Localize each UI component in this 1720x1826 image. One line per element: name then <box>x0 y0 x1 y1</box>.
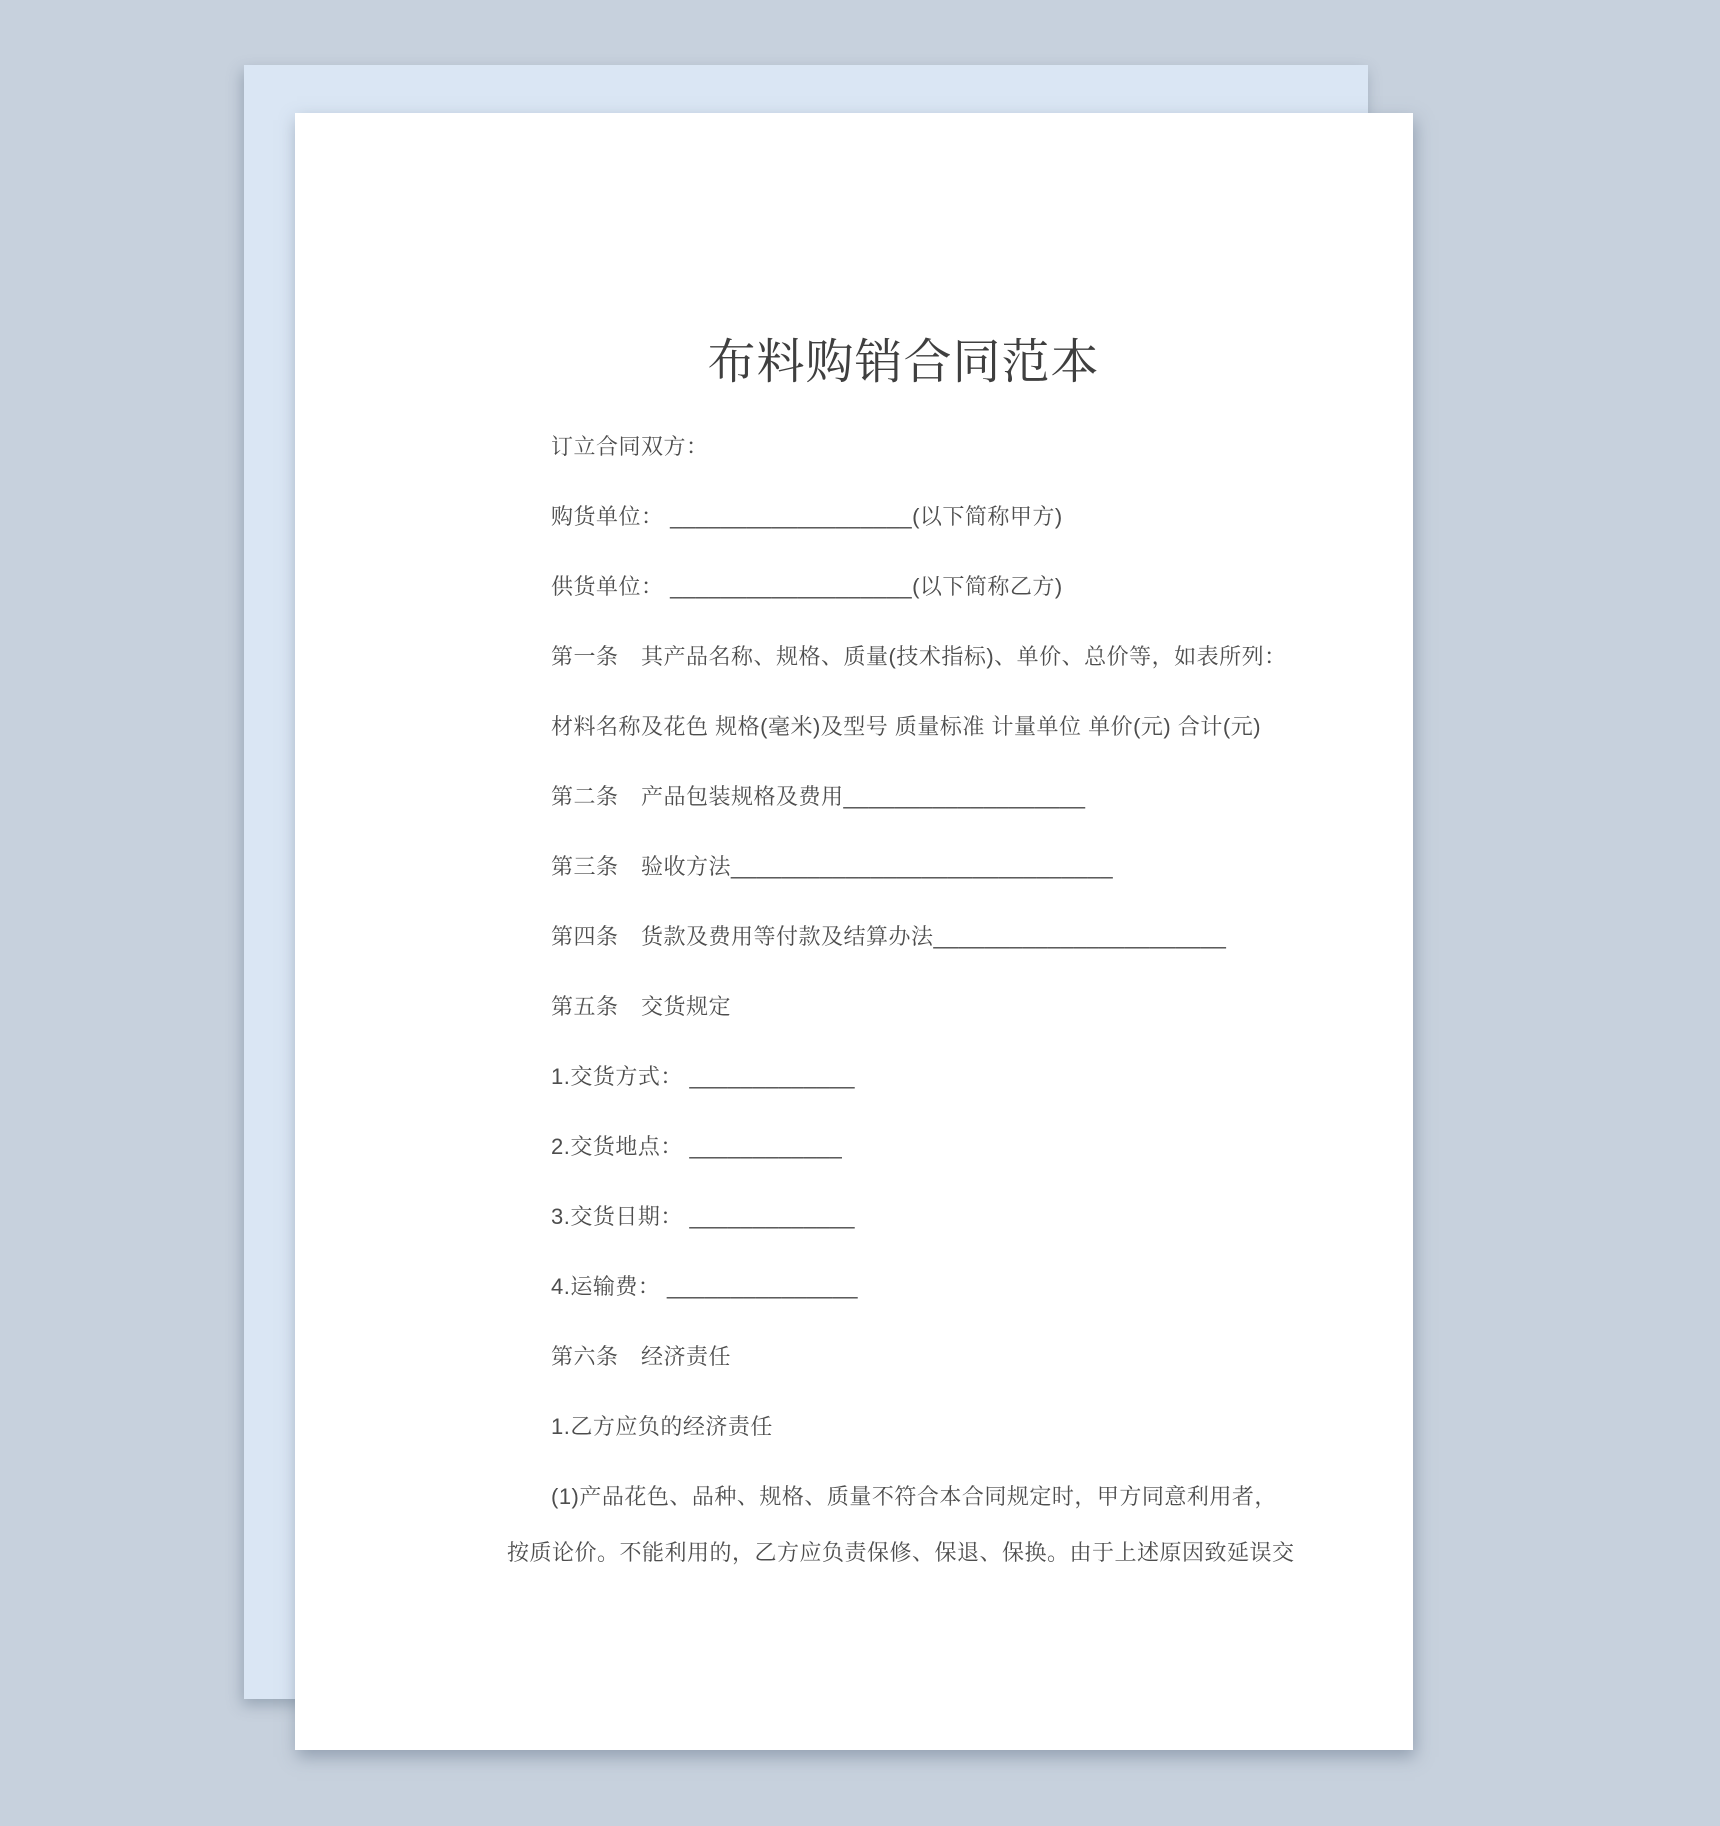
paragraph-article-3: 第三条 验收方法______________________________ <box>551 854 1114 879</box>
paragraph-liability-item1-line1: (1)产品花色、品种、规格、质量不符合本合同规定时，甲方同意利用者， <box>551 1484 1277 1509</box>
paragraph-table-headers: 材料名称及花色 规格(毫米)及型号 质量标准 计量单位 单价(元) 合计(元) <box>551 714 1262 739</box>
paragraph-article-5: 第五条 交货规定 <box>551 994 732 1019</box>
paragraph-parties-intro: 订立合同双方： <box>551 434 709 459</box>
document-title: 布料购销合同范本 <box>707 336 1100 389</box>
paragraph-supplier-blank: 供货单位： ___________________(以下简称乙方) <box>551 574 1063 599</box>
paragraph-article-1: 第一条 其产品名称、规格、质量(技术指标)、单价、总价等，如表所列： <box>551 644 1287 669</box>
paragraph-article-6: 第六条 经济责任 <box>551 1344 732 1369</box>
paragraph-liability-item1-line2: 按质论价。不能利用的，乙方应负责保修、保退、保换。由于上述原因致延误交 <box>507 1540 1295 1565</box>
paragraph-article-2: 第二条 产品包装规格及费用___________________ <box>551 784 1086 809</box>
document-page <box>295 113 1413 1750</box>
paragraph-liability-heading: 1.乙方应负的经济责任 <box>551 1414 773 1439</box>
paragraph-delivery-method: 1.交货方式： _____________ <box>551 1064 856 1089</box>
paragraph-buyer-blank: 购货单位： ___________________(以下简称甲方) <box>551 504 1063 529</box>
paragraph-delivery-date: 3.交货日期： _____________ <box>551 1204 856 1229</box>
document-content <box>295 335 1413 1566</box>
paragraph-freight-cost: 4.运输费： _______________ <box>551 1274 858 1299</box>
paragraph-delivery-place: 2.交货地点： ____________ <box>551 1134 843 1159</box>
paragraph-article-4: 第四条 货款及费用等付款及结算办法_______________________ <box>551 924 1227 949</box>
